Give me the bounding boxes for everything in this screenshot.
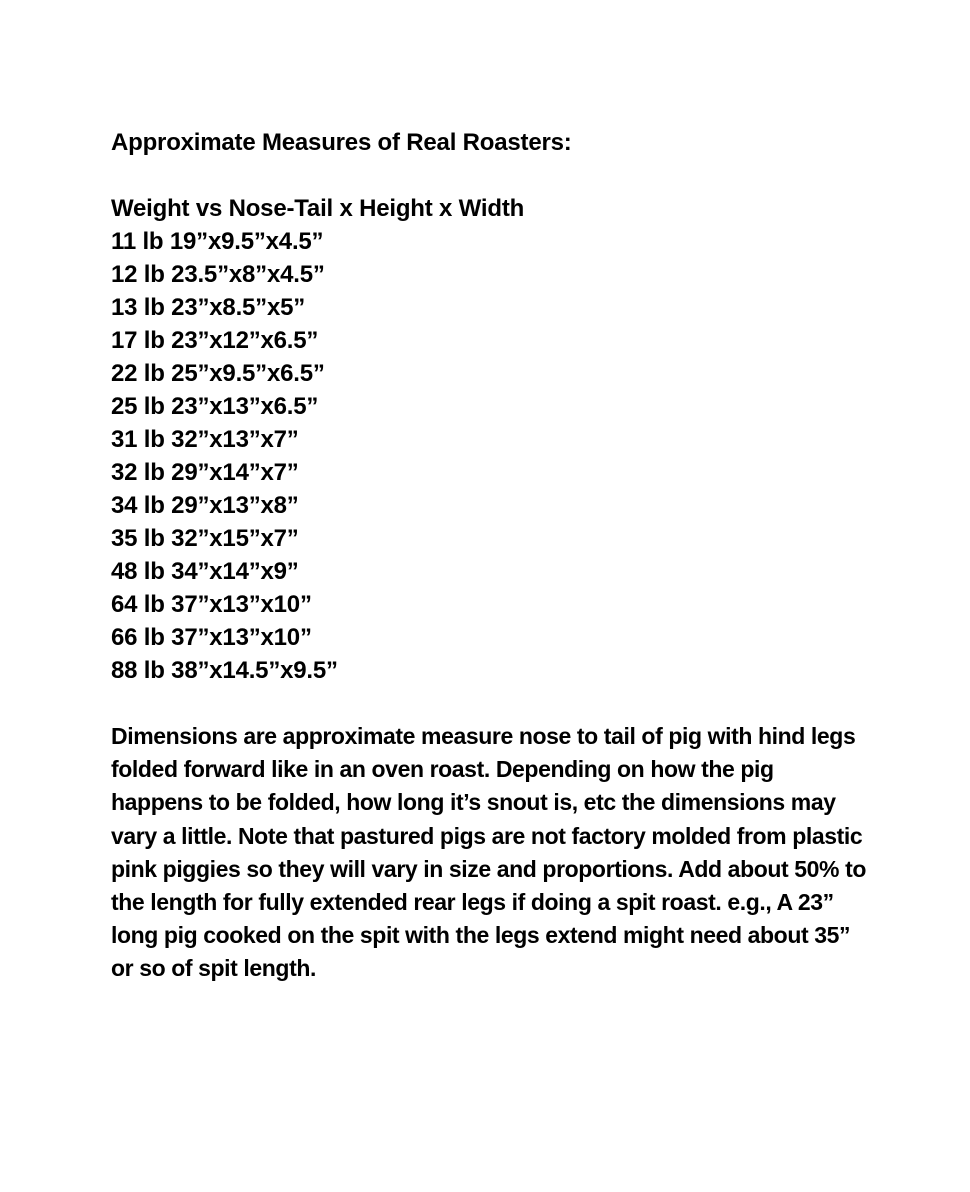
row-weight: 35 lb <box>111 525 165 552</box>
row-weight: 64 lb <box>111 591 165 618</box>
table-row <box>111 654 891 687</box>
row-weight: 48 lb <box>111 558 165 585</box>
row-weight: 17 lb <box>111 327 165 354</box>
row-dimensions: 38”x14.5”x9.5” <box>171 657 338 684</box>
row-weight: 22 lb <box>111 360 165 387</box>
table-row <box>111 225 891 258</box>
row-dimensions: 23.5”x8”x4.5” <box>171 261 325 288</box>
row-dimensions: 25”x9.5”x6.5” <box>171 360 325 387</box>
row-dimensions: 37”x13”x10” <box>171 591 312 618</box>
table-row <box>111 456 891 489</box>
table-row <box>111 423 891 456</box>
row-dimensions: 29”x14”x7” <box>171 459 299 486</box>
row-dimensions: 37”x13”x10” <box>171 624 312 651</box>
row-weight: 25 lb <box>111 393 165 420</box>
row-weight: 31 lb <box>111 426 165 453</box>
row-dimensions: 32”x15”x7” <box>171 525 299 552</box>
row-dimensions: 23”x12”x6.5” <box>171 327 319 354</box>
table-row <box>111 324 891 357</box>
table-row <box>111 489 891 522</box>
row-dimensions: 23”x13”x6.5” <box>171 393 319 420</box>
table-row <box>111 555 891 588</box>
page-title: Approximate Measures of Real Roasters: <box>111 129 572 156</box>
row-dimensions: 23”x8.5”x5” <box>171 294 306 321</box>
row-dimensions: 19”x9.5”x4.5” <box>169 228 324 255</box>
table-row <box>111 588 891 621</box>
row-weight: 88 lb <box>111 657 165 684</box>
dimensions-note: Dimensions are approximate measure nose to tail of pig with hind legs folded forward like in an oven roast. Depending on how the pig happens to be folded, how long it’s snout is, etc the dimensions may vary a little. Note that pastured pigs are not factory molded from plastic pink piggies so they will vary in size and proportions. Add about 50% to the length for fully extended rear legs if doing a spit roast. e.g., A 23” long pig cooked on the spit with the legs extend might need about 35” or so of spit length. <box>111 723 867 982</box>
row-weight: 66 lb <box>111 624 165 651</box>
row-dimensions: 34”x14”x9” <box>171 558 299 585</box>
table-row <box>111 390 891 423</box>
document-content <box>111 126 891 986</box>
row-dimensions: 32”x13”x7” <box>171 426 299 453</box>
table-row <box>111 357 891 390</box>
table-row <box>111 522 891 555</box>
row-weight: 13 lb <box>111 294 165 321</box>
row-weight: 34 lb <box>111 492 165 519</box>
row-weight: 12 lb <box>111 261 165 288</box>
table-header: Weight vs Nose-Tail x Height x Width <box>111 195 525 222</box>
row-dimensions: 29”x13”x8” <box>171 492 299 519</box>
table-row <box>111 621 891 654</box>
row-weight: 32 lb <box>111 459 165 486</box>
measurements-table <box>111 192 891 687</box>
row-weight: 11 lb <box>111 228 164 255</box>
table-row <box>111 291 891 324</box>
table-row <box>111 258 891 291</box>
